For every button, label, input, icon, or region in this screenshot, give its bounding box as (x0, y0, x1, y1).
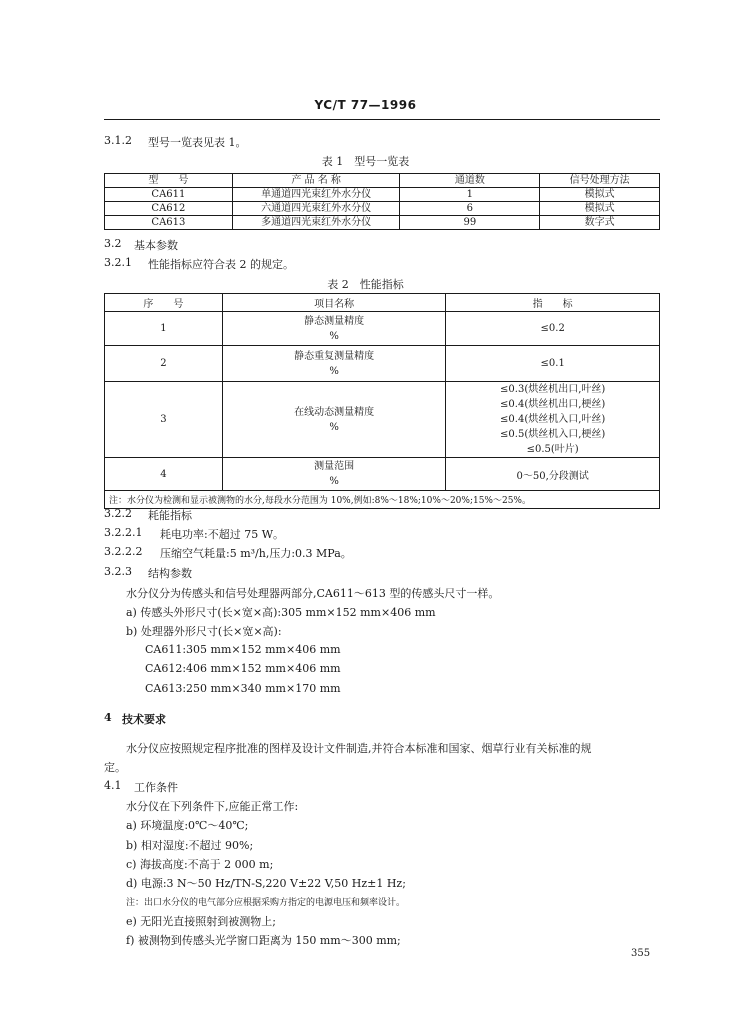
cell-item (222, 312, 446, 346)
cell-signal-method: 模拟式 (540, 188, 660, 202)
condition-f: f) 被测物到传感头光学窗口距离为 150 mm～300 mm; (126, 934, 401, 947)
conditions-intro: 水分仪在下列条件下,应能正常工作: (126, 800, 299, 813)
cell-channels: 6 (400, 202, 540, 216)
item-name: 静态重复测量精度 (294, 350, 375, 362)
condition-e: e) 无阳光直接照射到被测物上; (126, 915, 277, 928)
cell-channels: 1 (400, 188, 540, 202)
standard-code-header: YC/T 77—1996 (314, 98, 417, 112)
section-3-2-3-number: 3.2.3 (104, 565, 132, 578)
structure-item-a: a) 传感头外形尺寸(长×宽×高):305 mm×152 mm×406 mm (126, 606, 436, 619)
structure-paragraph: 水分仪分为传感头和信号处理器两部分,CA611～613 型的传感头尺寸一样。 (126, 587, 500, 600)
section-3-2-1-text: 性能指标应符合表 2 的规定。 (148, 258, 294, 271)
table-header-row (105, 294, 660, 312)
cell-product-name: 多通道四光束红外水分仪 (232, 216, 400, 230)
cell-signal-method: 模拟式 (540, 202, 660, 216)
section-3-2-2-1-number: 3.2.2.1 (104, 526, 143, 539)
section-4-title: 技术要求 (122, 713, 166, 726)
table-row (105, 312, 660, 346)
item-unit: % (329, 476, 339, 487)
header-rule (104, 119, 660, 120)
table-row (105, 188, 660, 202)
column-header: 信号处理方法 (540, 174, 660, 188)
item-unit: % (329, 330, 339, 342)
section-3-2-3-title: 结构参数 (148, 567, 192, 580)
table-2-caption: 表 2 性能指标 (327, 278, 404, 291)
processor-size-ca611: CA611:305 mm×152 mm×406 mm (145, 643, 341, 656)
table-header-row (105, 174, 660, 188)
cell-model: CA613 (105, 216, 233, 230)
item-unit: % (329, 421, 339, 433)
section-3-2-2-number: 3.2.2 (104, 507, 132, 520)
section-3-2-2-2-text: 压缩空气耗量:5 m³/h,压力:0.3 MPa。 (160, 547, 352, 560)
table-row (105, 202, 660, 216)
cell-indicator: ≤0.2 (446, 312, 660, 346)
table-note: 注：水分仪为检测和显示被测物的水分,每段水分范围为 10%,例如:8%～18%;10%～20%;15%～25%。 (105, 491, 660, 509)
table-note-row (105, 491, 660, 509)
column-header: 通道数 (400, 174, 540, 188)
section-3-2-2-2-number: 3.2.2.2 (104, 545, 143, 558)
cell-product-name: 六通道四光束红外水分仪 (232, 202, 400, 216)
cell-indicator (446, 382, 660, 458)
item-unit: % (329, 365, 339, 377)
page-number: 355 (631, 948, 651, 959)
processor-size-ca613: CA613:250 mm×340 mm×170 mm (145, 682, 341, 695)
cell-number: 3 (105, 382, 223, 458)
section-4-1-title: 工作条件 (134, 781, 178, 794)
section-3-2-2-1-text: 耗电功率:不超过 75 W。 (160, 528, 285, 541)
section-3-1-2-text: 型号一览表见表 1。 (148, 136, 247, 149)
section-3-2-2-title: 耗能指标 (148, 509, 192, 522)
section-4-paragraph-end: 定。 (104, 761, 126, 774)
column-header: 产 品 名 称 (232, 174, 400, 188)
cell-item (222, 346, 446, 382)
cell-model: CA612 (105, 202, 233, 216)
indicator-line: ≤0.4(烘丝机入口,叶丝) (500, 414, 606, 425)
table-1-caption: 表 1 型号一览表 (321, 155, 410, 168)
cell-signal-method: 数字式 (540, 216, 660, 230)
cell-item (222, 458, 446, 491)
cell-item (222, 382, 446, 458)
table-row (105, 346, 660, 382)
section-3-2-number: 3.2 (104, 237, 122, 250)
item-name: 测量范围 (314, 461, 355, 472)
cell-channels: 99 (400, 216, 540, 230)
indicator-line: ≤0.4(烘丝机出口,梗丝) (500, 399, 606, 410)
processor-size-ca612: CA612:406 mm×152 mm×406 mm (145, 662, 341, 675)
section-3-1-2-number: 3.1.2 (104, 134, 132, 147)
table-row (105, 458, 660, 491)
column-header: 指 标 (446, 294, 660, 312)
section-4-1-number: 4.1 (104, 779, 122, 792)
structure-item-b: b) 处理器外形尺寸(长×宽×高): (126, 625, 282, 638)
cell-number: 1 (105, 312, 223, 346)
condition-a: a) 环境温度:0℃～40℃; (126, 819, 249, 832)
indicator-line: ≤0.5(烘丝机入口,梗丝) (500, 429, 606, 440)
table-row (105, 216, 660, 230)
column-header: 项目名称 (222, 294, 446, 312)
column-header: 型 号 (105, 174, 233, 188)
condition-d: d) 电源:3 N～50 Hz/TN-S,220 V±22 V,50 Hz±1 Hz; (126, 877, 406, 890)
cell-indicator: ≤0.1 (446, 346, 660, 382)
performance-table (104, 293, 660, 509)
table-row (105, 382, 660, 458)
cell-product-name: 单通道四光束红外水分仪 (232, 188, 400, 202)
cell-number: 2 (105, 346, 223, 382)
section-4-paragraph: 水分仪应按照规定程序批准的图样及设计文件制造,并符合本标准和国家、烟草行业有关标准的规 (126, 742, 592, 755)
condition-b: b) 相对湿度:不超过 90%; (126, 839, 254, 852)
cell-indicator: 0～50,分段测试 (446, 458, 660, 491)
section-3-2-title: 基本参数 (134, 239, 178, 252)
item-name: 静态测量精度 (304, 315, 365, 327)
condition-c: c) 海拔高度:不高于 2 000 m; (126, 858, 274, 871)
condition-note: 注：出口水分仪的电气部分应根据采购方指定的电源电压和频率设计。 (126, 898, 406, 908)
column-header: 序 号 (105, 294, 223, 312)
cell-number: 4 (105, 458, 223, 491)
item-name: 在线动态测量精度 (294, 406, 375, 418)
model-table (104, 173, 660, 230)
cell-model: CA611 (105, 188, 233, 202)
section-4-number: 4 (104, 711, 112, 724)
section-3-2-1-number: 3.2.1 (104, 256, 132, 269)
indicator-line: ≤0.5(叶片) (526, 444, 579, 455)
indicator-line: ≤0.3(烘丝机出口,叶丝) (500, 384, 606, 395)
